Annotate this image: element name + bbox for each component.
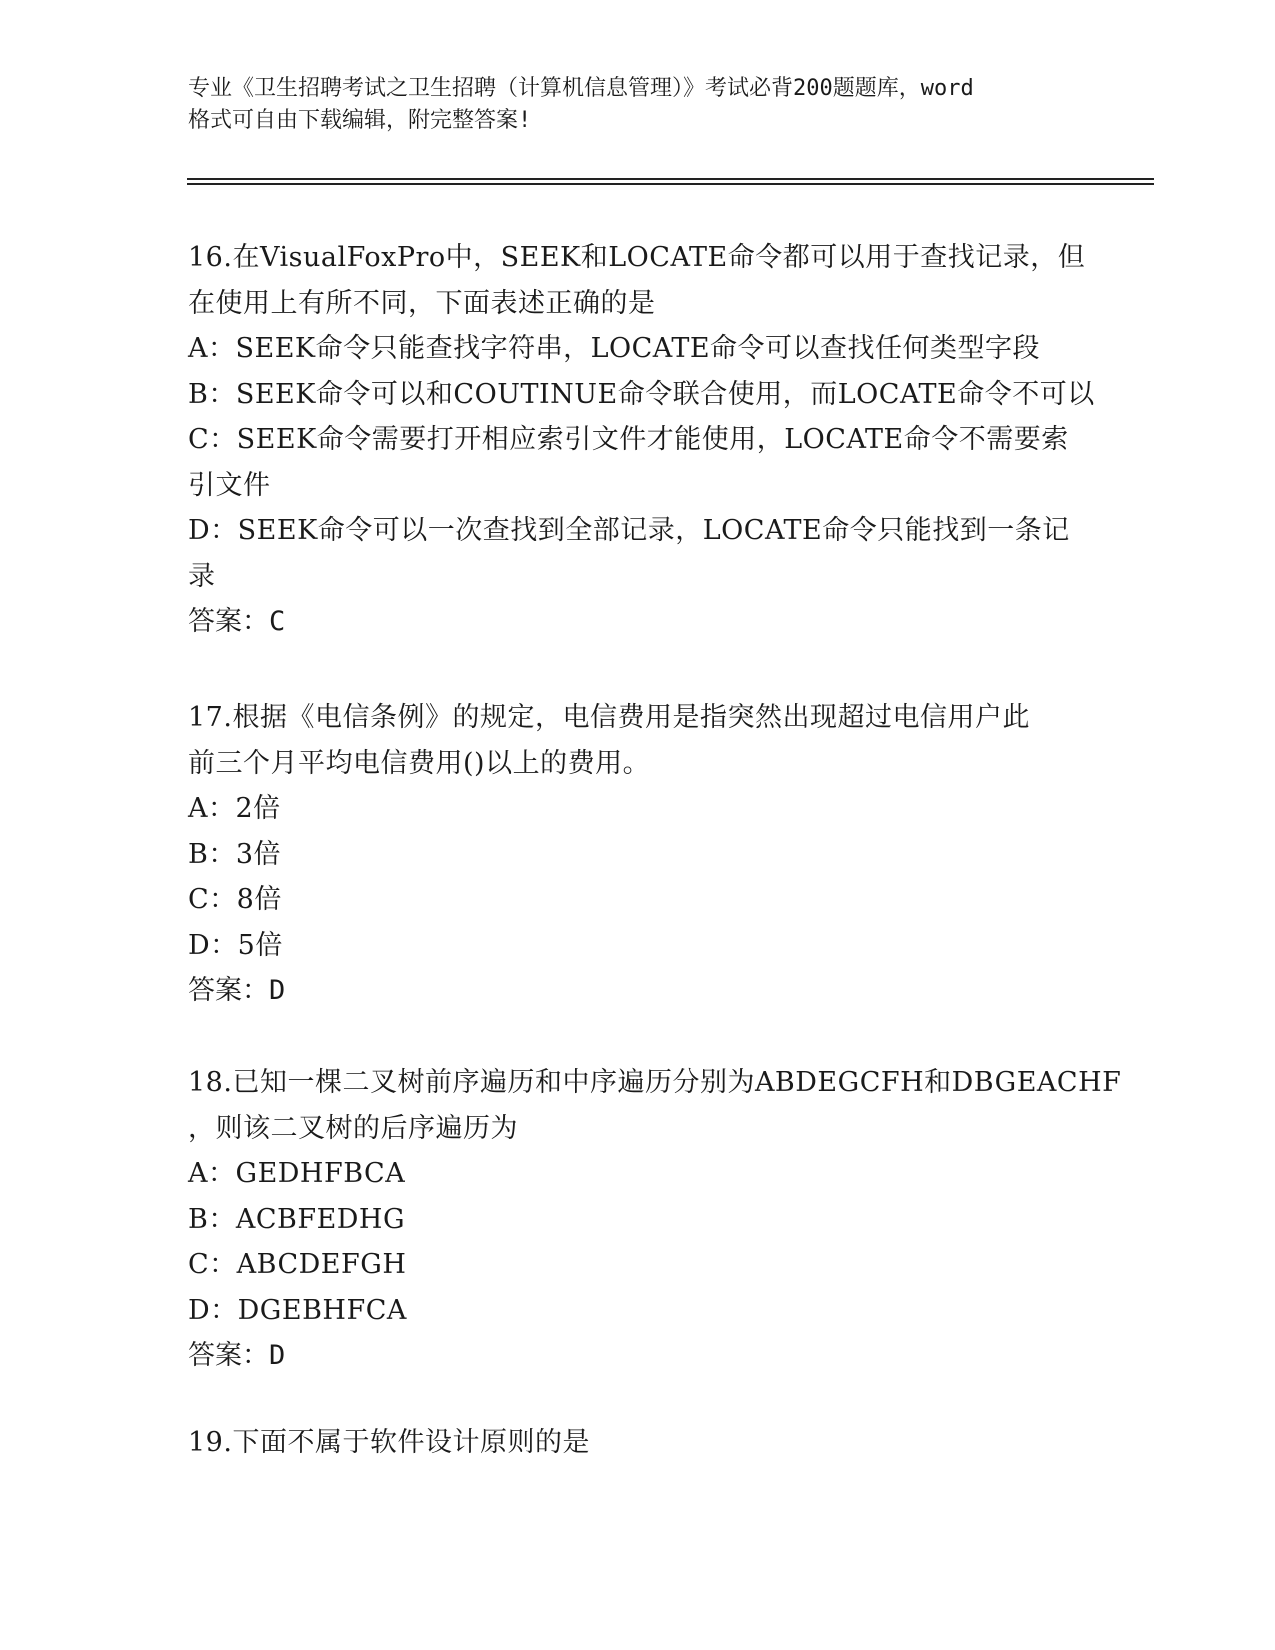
answer-label: 答案： [188,975,269,1006]
option-c: C：8倍 [188,884,282,915]
answer-value: D [269,975,286,1006]
option-b: B：ACBFEDHG [188,1203,406,1235]
question-stem-line: ，则该二叉树的后序遍历为 [188,1112,518,1144]
option-d-continuation: 录 [188,560,216,592]
option-d: D：SEEK命令可以一次查找到全部记录，LOCATE命令只能找到一条记 [188,515,1070,546]
header-divider-bottom [187,183,1154,185]
document-header [188,73,1108,137]
question-17 [188,695,1088,1014]
answer-value: C [269,606,286,637]
question-stem-line: 16.在VisualFoxPro中，SEEK和LOCATE命令都可以用于查找记录，但 [188,242,1086,273]
answer-label: 答案： [188,606,269,637]
question-stem-line: 在使用上有所不同，下面表述正确的是 [188,287,656,319]
answer-line [188,968,1088,1014]
option-c: C：SEEK命令需要打开相应索引文件才能使用，LOCATE命令不需要索 [188,424,1069,455]
question-19 [188,1420,1088,1466]
answer-line [188,1333,1088,1379]
answer-label: 答案： [188,1340,269,1371]
option-a: A：GEDHFBCA [188,1158,406,1189]
question-stem-line: 18.已知一棵二叉树前序遍历和中序遍历分别为ABDEGCFH和DBGEACHF [188,1067,1122,1098]
question-stem-line: 19.下面不属于软件设计原则的是 [188,1427,590,1458]
header-line-2: 格式可自由下载编辑，附完整答案! [188,108,532,133]
option-a: A：2倍 [188,793,281,824]
option-b: B：SEEK命令可以和COUTINUE命令联合使用，而LOCATE命令不可以 [188,378,1095,410]
header-divider-top [187,178,1154,180]
question-16 [188,235,1095,645]
question-18 [188,1060,1122,1379]
option-b: B：3倍 [188,838,282,870]
option-d: D：5倍 [188,929,283,961]
option-a: A：SEEK命令只能查找字符串，LOCATE命令可以查找任何类型字段 [188,333,1041,364]
question-stem-line: 17.根据《电信条例》的规定，电信费用是指突然出现超过电信用户此 [188,702,1030,733]
answer-value: D [269,1340,286,1371]
option-c: C：ABCDEFGH [188,1249,407,1280]
option-d: D：DGEBHFCA [188,1294,407,1326]
header-line-1: 专业《卫生招聘考试之卫生招聘（计算机信息管理）》考试必背200题题库，word [188,76,974,101]
question-stem-line: 前三个月平均电信费用()以上的费用。 [188,747,651,779]
answer-line [188,599,1088,645]
option-c-continuation: 引文件 [188,469,271,501]
